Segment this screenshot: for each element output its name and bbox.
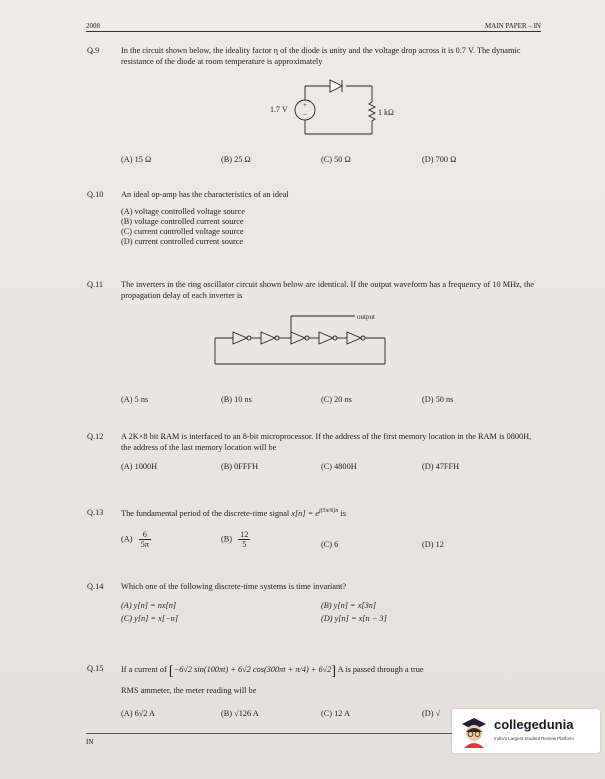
q15-option-b: (B) √126 A: [221, 709, 259, 718]
q10-text: An ideal op-amp has the characteristics of an ideal: [121, 190, 289, 199]
q14-option-b: (B) y[n] = x[3n]: [321, 601, 377, 610]
q15-line2: RMS ammeter, the meter reading will be: [121, 686, 257, 695]
q13-option-a-denominator: 5π: [140, 540, 149, 549]
q13-text-prefix: The fundamental period of the discrete-time signal: [121, 508, 290, 518]
q15-expression: −6√2 sin(100πt) + 6√2 cos(300πt + π/4) + 6√2: [173, 665, 332, 674]
q12-option-b: (B) 0FFFH: [221, 462, 259, 471]
q13-option-b-numerator: 12: [240, 530, 249, 539]
q14-option-c: (C) y[n] = x[−n]: [121, 614, 179, 623]
q15-text-suffix: A is passed through a true: [337, 665, 424, 674]
q12-text: A 2K×8 bit RAM is interfaced to an 8-bit microprocessor. If the address of the first memory location in the RAM is 0800H, the address of the last memory location will be: [121, 432, 532, 452]
watermark-name: collegedunia: [494, 717, 574, 732]
q10-number: Q.10: [87, 190, 104, 199]
q14-text: Which one of the following discrete-time systems is time invariant?: [121, 582, 347, 591]
q13-text: [121, 508, 346, 518]
q11-number: Q.11: [87, 280, 104, 289]
q10-option-a: (A) voltage controlled voltage source: [121, 207, 245, 216]
header-rule: [86, 31, 541, 32]
q10-option-c: (C) current controlled voltage source: [121, 227, 244, 236]
q14-option-d: (D) y[n] = x[n − 3]: [321, 614, 387, 623]
svg-text:+: +: [303, 101, 307, 109]
q11-ring-oscillator: [205, 308, 405, 372]
header-paper: MAIN PAPER – IN: [485, 22, 541, 30]
q13-option-a-label: (A): [121, 534, 133, 544]
q12-option-c: (C) 4800H: [321, 462, 357, 471]
header-year: 2008: [86, 22, 100, 30]
collegedunia-watermark: [452, 709, 600, 753]
q13-text-suffix: is: [340, 508, 346, 518]
q13-option-b-denominator: 5: [242, 540, 247, 549]
q11-option-a: (A) 5 ns: [121, 395, 149, 404]
q12-option-a: (A) 1000H: [121, 462, 158, 471]
svg-text:−: −: [303, 111, 307, 119]
q12-option-d: (D) 47FFH: [422, 462, 460, 471]
q15-text: If a current of [−6√2 sin(100πt) + 6√2 cos(300πt + π/4) + 6√2] A is passed through a true: [121, 664, 424, 679]
q9-text: In the circuit shown below, the ideality factor η of the diode is unity and the voltage drop across it is 0.7 V. The dynamic resistance of the diode at room temperature is approximately: [121, 46, 521, 66]
q13-option-d: (D) 12: [422, 540, 444, 549]
q11-text: The inverters in the ring oscillator circuit shown below are identical. If the output waveform has a frequency of 10 MHz, the propagation delay of each inverter is: [121, 280, 535, 300]
q13-option-b-label: (B): [221, 534, 233, 544]
q9-option-a: (A) 15 Ω: [121, 155, 152, 164]
q9-option-c: (C) 50 Ω: [321, 155, 351, 164]
q9-diode-circuit: [250, 74, 410, 140]
q15-option-d: (D) √: [422, 709, 441, 718]
q11-output-label: output: [357, 313, 375, 321]
q11-option-b: (B) 10 ns: [221, 395, 252, 404]
student-avatar-icon: [458, 714, 490, 748]
q9-option-b: (B) 25 Ω: [221, 155, 251, 164]
q15-option-c: (C) 12 A: [321, 709, 351, 718]
q11-option-c: (C) 20 ns: [321, 395, 352, 404]
q13-option-b: [221, 530, 250, 549]
watermark-tagline: India's Largest Student Review Platform: [494, 736, 574, 741]
q12-number: Q.12: [87, 432, 104, 441]
q13-option-a: [121, 530, 151, 549]
q13-option-a-fraction: [139, 530, 151, 549]
q13-signal: x[n] = e: [291, 508, 319, 518]
q13-number: Q.13: [87, 508, 104, 517]
q13-option-b-fraction: [238, 530, 250, 549]
q11-option-d: (D) 50 ns: [422, 395, 454, 404]
q15-option-a: (A) 6√2 A: [121, 709, 156, 718]
q13-option-c: (C) 6: [321, 540, 339, 549]
q9-resistor-label: 1 kΩ: [378, 108, 394, 117]
q10-option-b: (B) voltage controlled current source: [121, 217, 244, 226]
q14-option-a: (A) y[n] = nx[n]: [121, 601, 177, 610]
q9-source-label: 1.7 V: [270, 105, 288, 114]
q14-number: Q.14: [87, 582, 104, 591]
q15-text-prefix: If a current of: [121, 665, 167, 674]
q13-option-a-numerator: 6: [139, 530, 151, 540]
q10-option-d: (D) current controlled current source: [121, 237, 244, 246]
footer-code: IN: [86, 738, 94, 746]
q9-option-d: (D) 700 Ω: [422, 155, 457, 164]
q9-number: Q.9: [87, 46, 100, 55]
q13-exponent: j(5π/6)n: [318, 508, 339, 514]
q15-number: Q.15: [87, 664, 104, 673]
